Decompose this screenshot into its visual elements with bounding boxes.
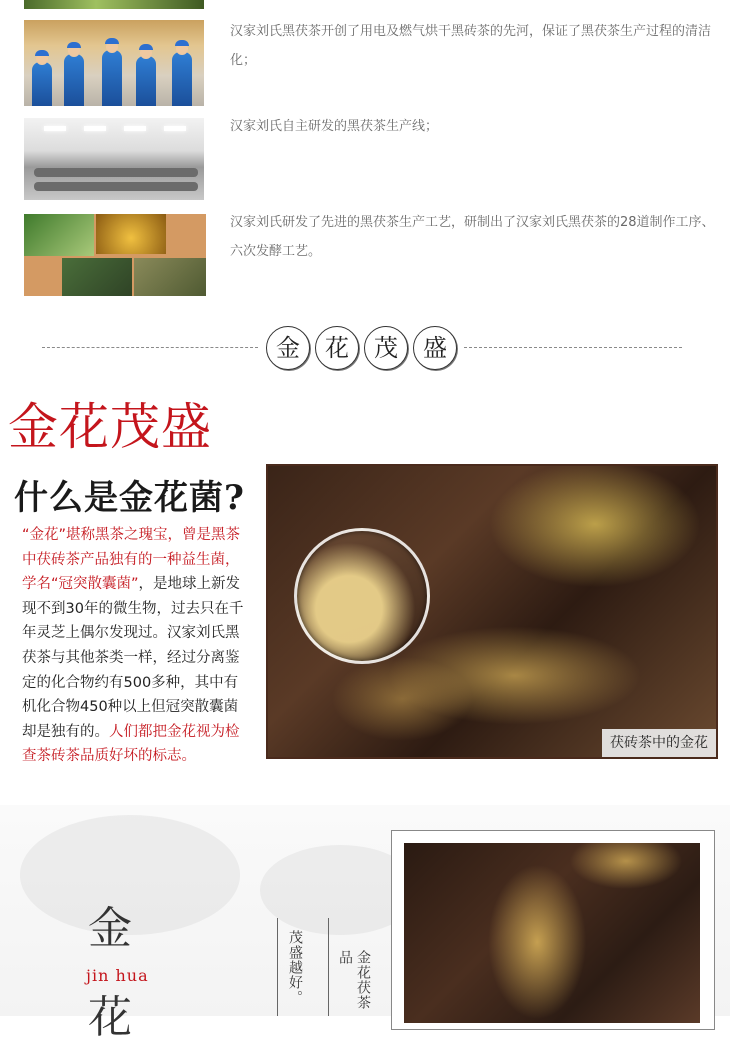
production-line-photo (24, 118, 204, 200)
feature-text-red-1: “金花”堪称黑茶之瑰宝，曾是黑茶中茯砖茶产品独有的一种益生菌，学名“冠突散囊菌” (22, 527, 241, 593)
process-item-3: 汉家刘氏研发了先进的黑茯茶生产工艺，研制出了汉家刘氏黑茯茶的28道制作工序、六次发酵工艺。 (230, 215, 715, 259)
photo-caption: 茯砖茶中的金花 (602, 729, 716, 757)
vertical-text-2: 金花茯茶品 (337, 950, 371, 1010)
banner-divider-left (42, 347, 258, 348)
feature-title: 金花茂盛 (8, 398, 212, 456)
tea-brick-closeup-photo (404, 843, 700, 1023)
bottom-pinyin: jin hua (86, 966, 149, 985)
banner-divider-right (464, 347, 682, 348)
banner-char-4: 盛 (413, 326, 457, 370)
vertical-rule-2 (328, 918, 329, 1016)
magnifier-lens (294, 528, 430, 664)
feature-subtitle: 什么是金花菌? (14, 478, 245, 518)
bottom-char-hua: 花 (88, 992, 132, 1043)
bottom-char-jin: 金 (88, 903, 132, 954)
vertical-rule-1 (277, 918, 278, 1016)
banner-char-2: 花 (315, 326, 359, 370)
process-item-2: 汉家刘氏自主研发的黑茯茶生产线； (230, 119, 439, 134)
tea-field-photo (24, 0, 204, 9)
banner-char-3: 茂 (364, 326, 408, 370)
feature-text-body: ，是地球上新发现不到30年的微生物，过去只在千年灵芝上偶尔发现过。汉家刘氏黑茯茶与其他茶类一样，经过分离鉴定的化合物约有500多种，其中有机化合物450种以上但冠突散囊菌却是独有的。 (22, 576, 244, 740)
feature-description (22, 523, 252, 769)
process-item-1: 汉家刘氏黑茯茶开创了用电及燃气烘干黑砖茶的先河，保证了黑茯茶生产过程的清洁化； (230, 24, 712, 68)
workers-drying-photo (24, 20, 204, 106)
banner-char-1: 金 (266, 326, 310, 370)
process-collage-photo (24, 214, 206, 296)
vertical-text-1: 茂盛越好。 (287, 930, 303, 1005)
golden-flower-photo (266, 464, 718, 759)
feature-text-red-2: 人们都把金花视为检查茶砖茶品质好坏的标志。 (22, 723, 240, 765)
